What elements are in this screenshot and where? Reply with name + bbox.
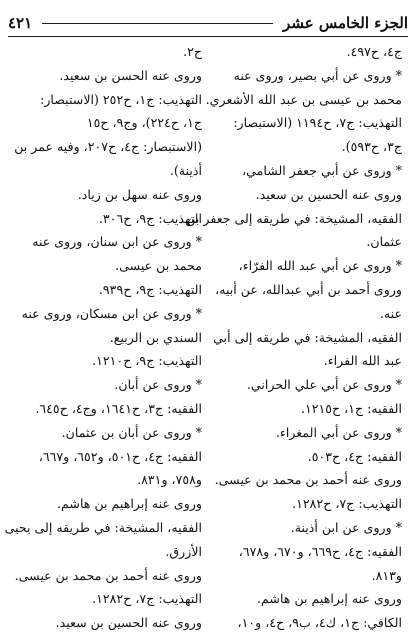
left-column xyxy=(4,40,208,631)
text-line: و٨١٣. xyxy=(371,567,402,583)
text-line: الفقيه، المشيخة: في طريقه إلى أبي xyxy=(213,329,402,345)
text-line: التهذيب: ج٧، ح١٢٨٢. xyxy=(92,591,202,607)
text-line: الفقيه، المشيخة: في طريقه إلى يحيى xyxy=(4,519,202,535)
text-line: * وروى عن أبان بن عثمان. xyxy=(61,424,202,440)
text-line: * وروى عن أبي علي الحراني. xyxy=(246,377,402,393)
text-line: التهذيب: ج٩، ح٩٣٩. xyxy=(98,281,202,297)
text-line: وروى أحمد بن أبي عبدالله، عن أبيه، xyxy=(215,281,402,297)
text-line: التهذيب: ج٩، ح١٢١٠. xyxy=(92,353,202,369)
text-line: التهذيب: ج١، ح٢٥٢ (الاستبصار: xyxy=(40,91,202,107)
text-line: ح٢. xyxy=(183,44,202,59)
text-line: عثمان. xyxy=(366,234,402,250)
text-line: محمد بن عيسى بن عبد الله الأشعري. xyxy=(205,91,402,107)
text-line: الفقيه، المشيخة: في طريقه إلى جعفر بن xyxy=(186,210,402,226)
text-line: الكافي: ج١، ك٤، ب٩، ح٤، و١٠، xyxy=(237,615,402,631)
text-line: أذينة). xyxy=(169,162,202,178)
text-line: * وروى عن ابن أذينة. xyxy=(290,519,402,535)
text-line: الفقيه: ج١، ح١٢١٥. xyxy=(300,400,402,416)
text-line: الفقيه: ج٣، ح١٦٤١، وج٤، ح٦٤٥. xyxy=(35,400,202,416)
text-line: الفقيه: ج٤، ح٦٦٩، و٦٧٠، و٦٧٨، xyxy=(238,543,402,559)
text-line: الفقيه: ج٤، ح٥٠٣. xyxy=(307,448,402,464)
text-line: التهذيب: ج٧، ح١٢٨٢. xyxy=(292,496,402,512)
text-line: و٧٥٨، و٨٣١. xyxy=(137,472,202,488)
text-line: عبد الله الفراء. xyxy=(323,353,402,369)
running-title: الجزء الخامس عشر xyxy=(283,14,408,32)
text-line: وروى عنه الحسن بن سعيد. xyxy=(59,67,202,83)
text-line: السندي بن الربيع. xyxy=(109,329,202,345)
text-line: * وروى عن ابن سنان، وروى عنه xyxy=(32,234,202,250)
text-line: وروى عنه أحمد بن محمد بن عيسى. xyxy=(214,472,402,488)
text-line: * وروى عن أبي بصير، وروى عنه xyxy=(233,67,402,83)
text-line: وروى عنه الحسين بن سعيد. xyxy=(255,186,402,202)
text-line: التهذيب: ج٩، ح٣٠٦. xyxy=(98,210,202,226)
header-rule xyxy=(42,23,273,24)
page-number: ٤٢١ xyxy=(8,14,33,32)
text-line: عنه. xyxy=(379,305,402,321)
text-line: (الاستبصار: ج٤، ح٢٠٧، وفيه عمر بن xyxy=(14,139,202,155)
text-line: التهذيب: ج٧، ح١١٩٤ (الاستبصار: xyxy=(233,115,402,131)
text-columns xyxy=(4,40,408,631)
text-line: * وروى عن أبي جعفر الشامي، xyxy=(242,162,402,178)
text-line: * وروى عن أبي عبد الله الفرّاء، xyxy=(238,258,402,274)
text-line: * وروى عن أبان. xyxy=(114,377,202,393)
text-line: وروى عنه إبراهيم بن هاشم. xyxy=(257,591,402,607)
text-line: * وروى عن أبي المغراء. xyxy=(275,424,402,440)
text-line: ج٤، ح٤٩٧. xyxy=(346,44,402,59)
text-line: محمد بن عيسى. xyxy=(115,258,202,274)
text-line: وروى عنه سهل بن زياد. xyxy=(77,186,202,202)
text-line: ج١، ح٢٢٤)، وج٩، ح١٥ xyxy=(86,115,202,131)
text-line: وروى عنه إبراهيم بن هاشم. xyxy=(57,496,202,512)
text-line: * وروى عن ابن مسكان، وروى عنه xyxy=(21,305,202,321)
text-line: وروى عنه أحمد بن محمد بن عيسى. xyxy=(14,567,202,583)
text-line: الأزرق. xyxy=(165,543,202,559)
text-line: الفقيه: ج٤، ح٥٠١، و٦٥٢، و٦٦٧، xyxy=(38,448,202,464)
page-header xyxy=(8,10,408,37)
text-line: ج٣، ح٥٩٣). xyxy=(341,139,402,155)
text-line: وروى عنه الحسين بن سعيد. xyxy=(55,615,202,631)
